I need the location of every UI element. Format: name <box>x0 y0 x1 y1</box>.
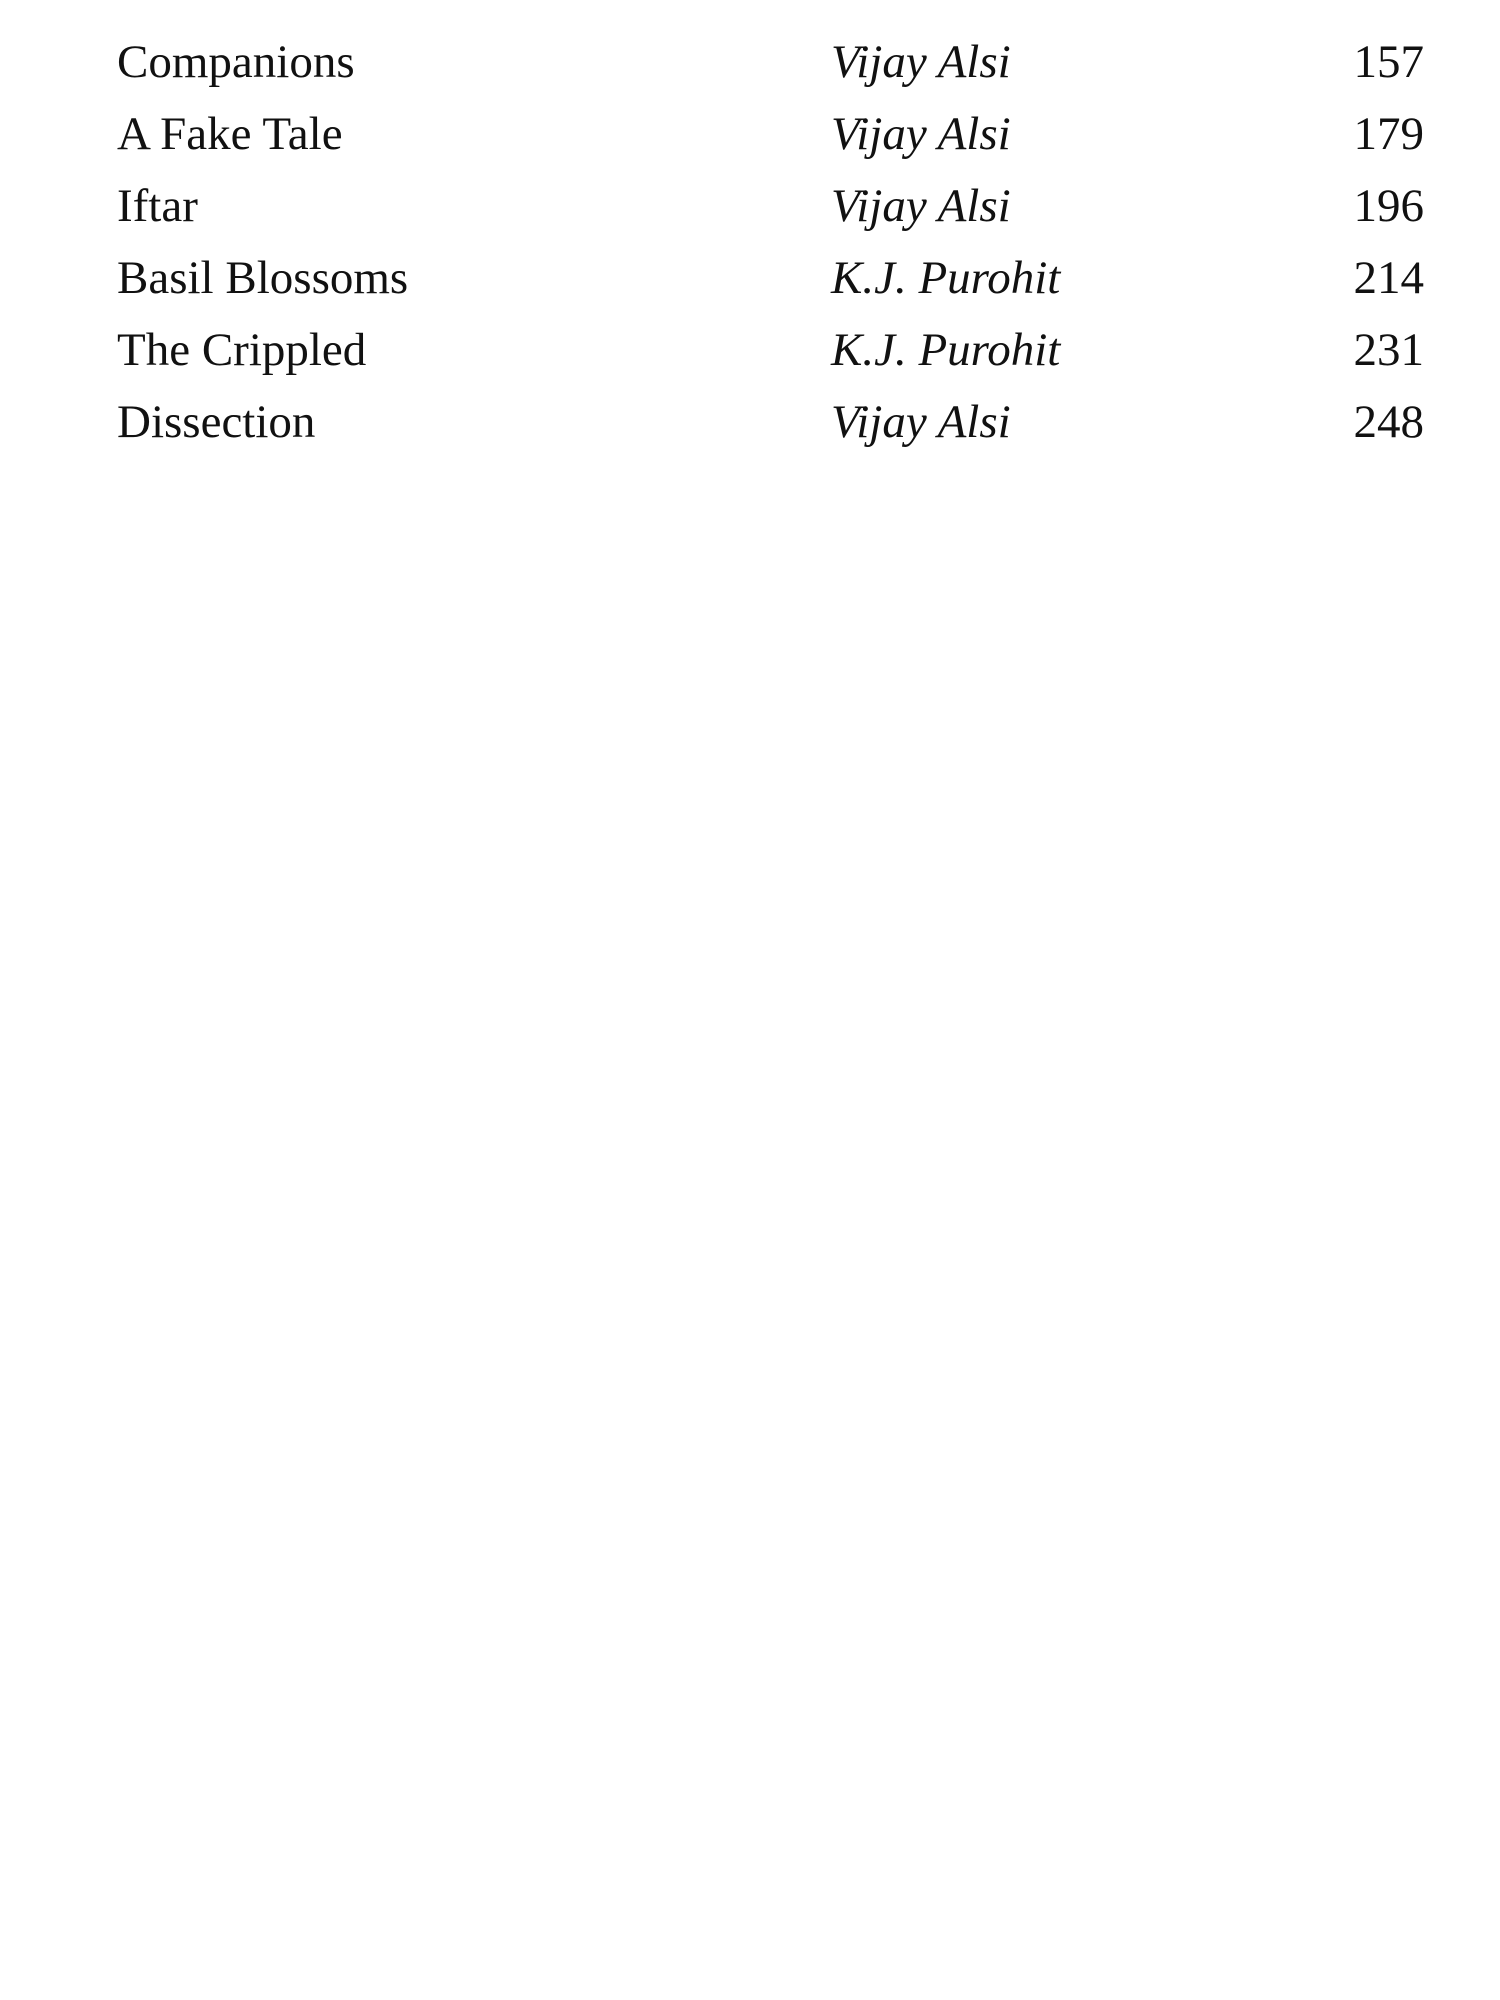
entry-title: A Fake Tale <box>117 108 343 160</box>
entry-author: Vijay Alsi <box>831 108 1011 160</box>
entry-author: Vijay Alsi <box>831 36 1011 88</box>
toc-entry <box>117 26 1424 98</box>
toc-entry <box>117 314 1424 386</box>
entry-page-number: 157 <box>1353 36 1424 88</box>
entry-title: Iftar <box>117 180 198 232</box>
toc-entry <box>117 170 1424 242</box>
entry-title: The Crippled <box>117 324 367 376</box>
entry-title: Basil Blossoms <box>117 252 409 304</box>
entry-page-number: 196 <box>1353 180 1424 232</box>
toc-entry <box>117 242 1424 314</box>
entry-author: K.J. Purohit <box>831 252 1061 304</box>
entry-author: Vijay Alsi <box>831 180 1011 232</box>
table-of-contents <box>117 26 1424 458</box>
toc-entry <box>117 98 1424 170</box>
entry-title: Dissection <box>117 396 316 448</box>
entry-author: K.J. Purohit <box>831 324 1061 376</box>
entry-page-number: 214 <box>1353 252 1424 304</box>
entry-page-number: 231 <box>1353 324 1424 376</box>
entry-title: Companions <box>117 36 355 88</box>
entry-page-number: 248 <box>1353 396 1424 448</box>
entry-page-number: 179 <box>1353 108 1424 160</box>
entry-author: Vijay Alsi <box>831 396 1011 448</box>
toc-entry <box>117 386 1424 458</box>
